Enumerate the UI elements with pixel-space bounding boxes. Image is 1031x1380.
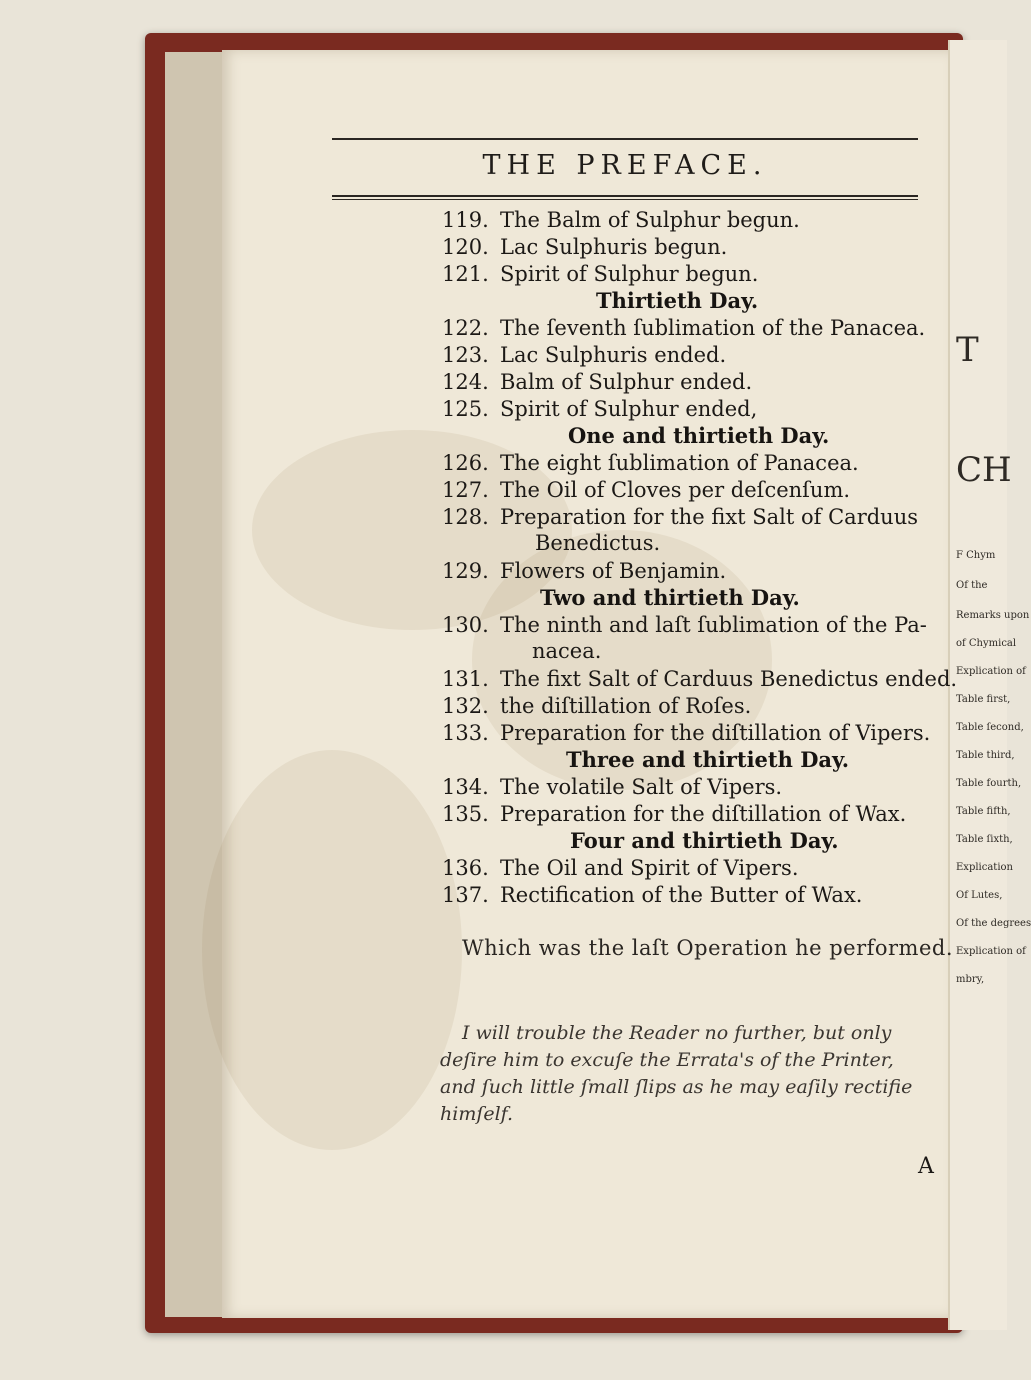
entry-continuation: Benedictus. [535, 531, 661, 555]
entry: 119. The Balm of Sulphur begun. [442, 208, 800, 232]
entry: 127. The Oil of Cloves per deſcenſum. [442, 478, 851, 502]
entry: 137. Rectification of the Butter of Wax. [442, 883, 863, 907]
entry: 123. Lac Sulphuris ended. [442, 343, 727, 367]
note-line: and ſuch little ſmall ſlips as he may eaſily rectifie [440, 1076, 913, 1098]
entry: 133. Preparation for the diſtillation of Vipers. [442, 721, 931, 745]
entry: 124. Balm of Sulphur ended. [442, 370, 753, 394]
entry: 128. Preparation for the fixt Salt of Carduus [442, 505, 919, 529]
entry: 132. the diſtillation of Roſes. [442, 694, 752, 718]
entry: 129. Flowers of Benjamin. [442, 559, 727, 583]
top-rule [332, 138, 918, 140]
day-heading: Three and thirtieth Day. [566, 747, 850, 772]
day-heading: Four and thirtieth Day. [570, 828, 839, 853]
header-rule-thin [332, 199, 918, 200]
entry: 135. Preparation for the diſtillation of Wax. [442, 802, 907, 826]
entry: 131. The fixt Salt of Carduus Benedictus ended. [442, 667, 958, 691]
entry: 122. The ſeventh ſublimation of the Panacea. [442, 316, 926, 340]
closing-line: Which was the laſt Operation he performed. [462, 936, 954, 960]
entry: 120. Lac Sulphuris begun. [442, 235, 728, 259]
entry: 125. Spirit of Sulphur ended, [442, 397, 758, 421]
note-line: himſelf. [440, 1103, 514, 1125]
next-page-edge: T CH F Chym Of the Remarks upon of Chymical Explication of Table first, Table ſecond, Table third, Table fourth, Table fifth, Table ſixth, Explication Of Lutes, Of the degrees Explication of mbry, [948, 40, 1007, 1330]
note-line: deſire him to excuſe the Errata's of the Printer, [440, 1049, 894, 1071]
entry: 121. Spirit of Sulphur begun. [442, 262, 759, 286]
page-title: THE PREFACE. [482, 150, 768, 181]
catchword: A [918, 1154, 934, 1179]
day-heading: Thirtieth Day. [596, 288, 759, 313]
day-heading: Two and thirtieth Day. [540, 585, 800, 610]
day-heading: One and thirtieth Day. [568, 423, 830, 448]
note-line: I will trouble the Reader no further, but only [462, 1022, 892, 1044]
entry: 130. The ninth and laſt ſublimation of the Pa- [442, 613, 927, 637]
entry: 134. The volatile Salt of Vipers. [442, 775, 783, 799]
header-rule [332, 195, 918, 197]
entry-continuation: nacea. [532, 639, 602, 663]
entry: 126. The eight ſublimation of Panacea. [442, 451, 859, 475]
entry: 136. The Oil and Spirit of Vipers. [442, 856, 799, 880]
